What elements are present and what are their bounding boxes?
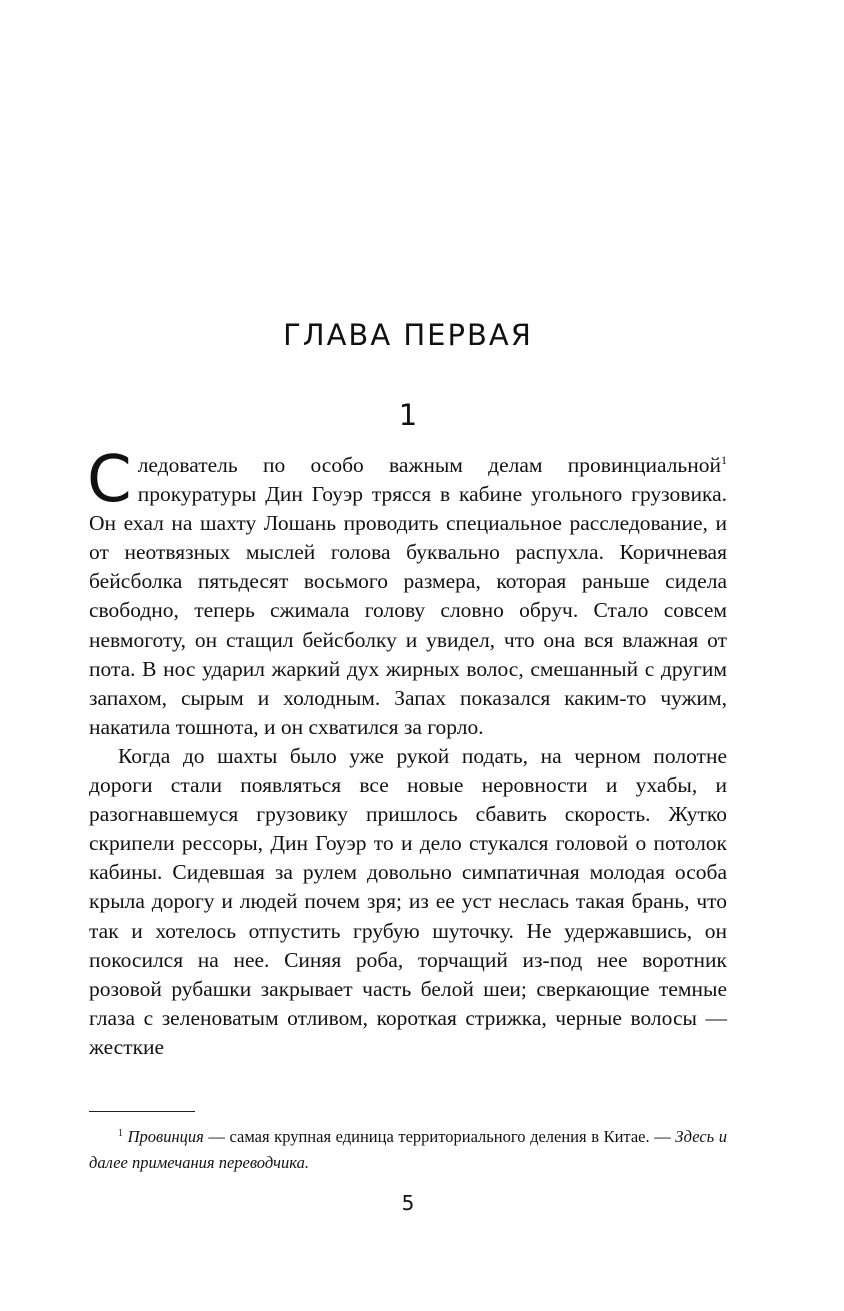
footnote — [89, 1124, 727, 1176]
paragraph-2: Когда до шахты было уже рукой подать, на черном полотне дороги стали появляться все новые неровности и ухабы, и разогнавшемуся грузовику пришлось сбавить скорость. Жутко скрипели рессоры, Дин Гоуэр то и дело стукался головой о потолок кабины. Сидевшая за рулем довольно симпатичная молодая особа крыла дорогу и людей почем зря; из ее уст неслась такая брань, что так и хотелось отпустить грубую шуточку. Не удержавшись, он покосился на нее. Синяя роба, торчащий из-под нее воротник розовой рубашки закрывает часть белой шеи; сверкающие темные глаза с зеленоватым отливом, короткая стрижка, черные волосы — жесткие — [89, 743, 727, 1059]
footnote-reference[interactable]: 1 — [721, 453, 727, 467]
footnote-marker: 1 — [118, 1128, 123, 1139]
footnote-divider — [89, 1111, 195, 1112]
footnote-definition: — самая крупная единица территориального деления в Китае. — — [203, 1127, 676, 1146]
paragraph-1-text-start: ледователь по особо важным делам провинциальной — [137, 453, 721, 477]
footnote-term: Провинция — [127, 1127, 204, 1146]
chapter-title: ГЛАВА ПЕРВАЯ — [283, 318, 533, 352]
paragraph-1-text-rest: прокуратуры Дин Гоуэр трясся в кабине угольного грузовика. Он ехал на шахту Лошань проводить специальное расследование, и от неотвязных мыслей голова буквально распухла. Коричневая бейсболка пятьдесят восьмого размера, которая раньше сидела свободно, теперь сжимала голову словно обруч. Стало совсем невмоготу, он стащил бейсболку и увидел, что она вся влажная от пота. В нос ударил жаркий дух жирных волос, смешанный с другим запахом, сырым и холодным. Запах показался каким-то чужим, накатила тошнота, и он схватился за горло. — [89, 482, 727, 739]
paragraph-1 — [87, 443, 727, 742]
page-number: 5 — [401, 1191, 415, 1215]
footnote-translator-note: Здесь и далее примечания переводчика. — [89, 1127, 728, 1172]
drop-cap: С — [87, 443, 132, 517]
body-text — [87, 443, 727, 1062]
section-number: 1 — [398, 398, 418, 432]
